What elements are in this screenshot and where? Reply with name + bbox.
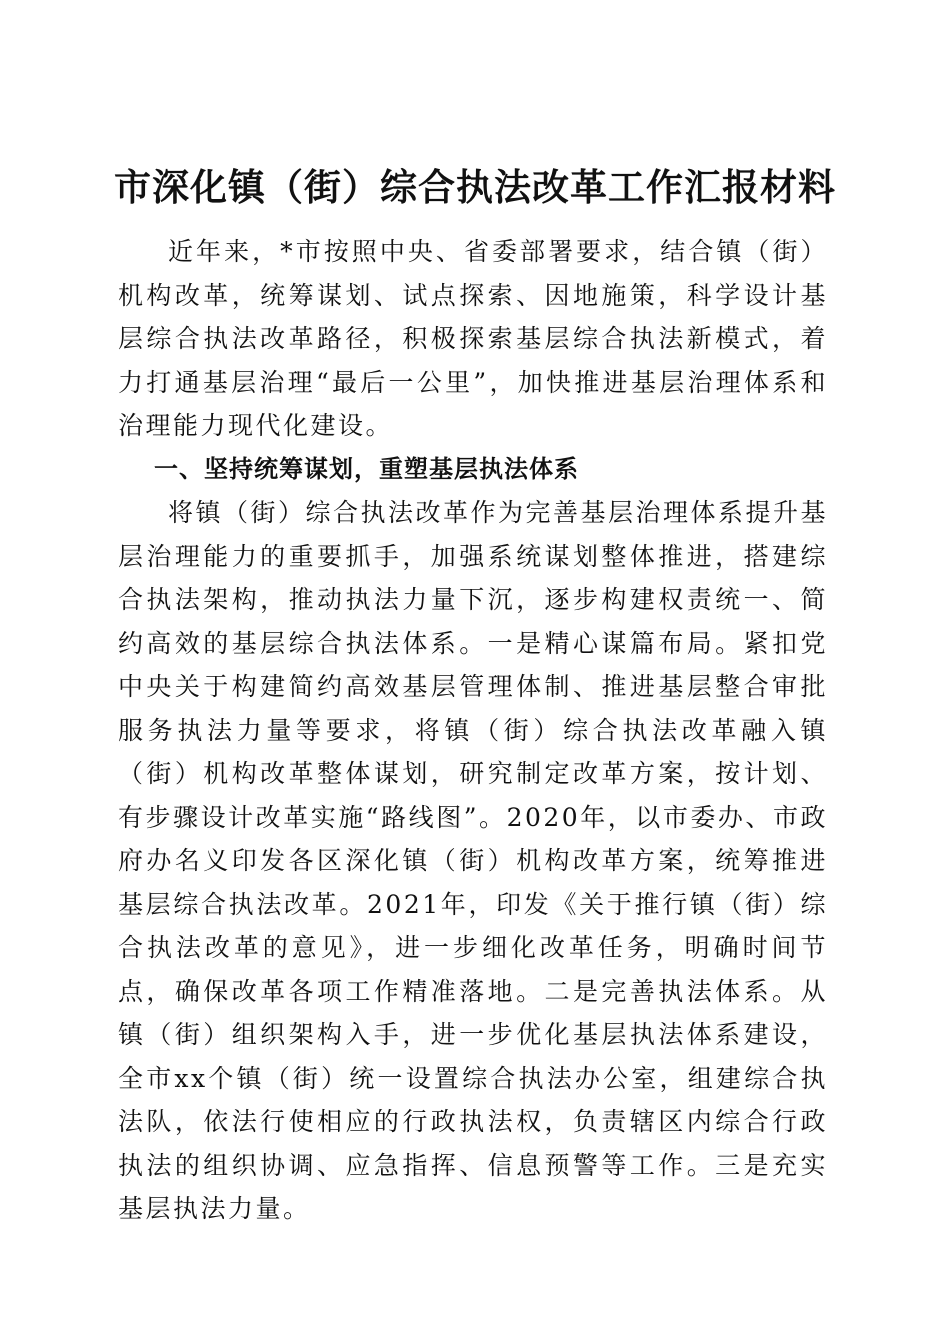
document-body — [118, 230, 828, 1231]
section-1-paragraph: 将镇（街）综合执法改革作为完善基层治理体系提升基层治理能力的重要抓手，加强系统谋划整体推进，搭建综合执法架构，推动执法力量下沉，逐步构建权责统一、简约高效的基层综合执法体系。一是精心谋篇布局。紧扣党中央关于构建简约高效基层管理体制、推进基层整合审批服务执法力量等要求，将镇（街）综合执法改革融入镇（街）机构改革整体谋划，研究制定改革方案，按计划、有步骤设计改革实施“路线图”。2020年，以市委办、市政府办名义印发各区深化镇（街）机构改革方案，统筹推进基层综合执法改革。2021年，印发《关于推行镇（街）综合执法改革的意见》，进一步细化改革任务，明确时间节点，确保改革各项工作精准落地。二是完善执法体系。从镇（街）组织架构入手，进一步优化基层执法体系建设，全市xx个镇（街）统一设置综合执法办公室，组建综合执法队，依法行使相应的行政执法权，负责辖区内综合行政执法的组织协调、应急指挥、信息预警等工作。三是充实基层执法力量。 — [118, 498, 829, 1223]
document-title: 市深化镇（街）综合执法改革工作汇报材料 — [114, 164, 836, 209]
section-heading-1: 一、坚持统筹谋划，重塑基层执法体系 — [154, 454, 579, 483]
intro-paragraph: 近年来，*市按照中央、省委部署要求，结合镇（街）机构改革，统筹谋划、试点探索、因地施策，科学设计基层综合执法改革路径，积极探索基层综合执法新模式，着力打通基层治理“最后一公里”，加快推进基层治理体系和治理能力现代化建设。 — [118, 237, 828, 440]
